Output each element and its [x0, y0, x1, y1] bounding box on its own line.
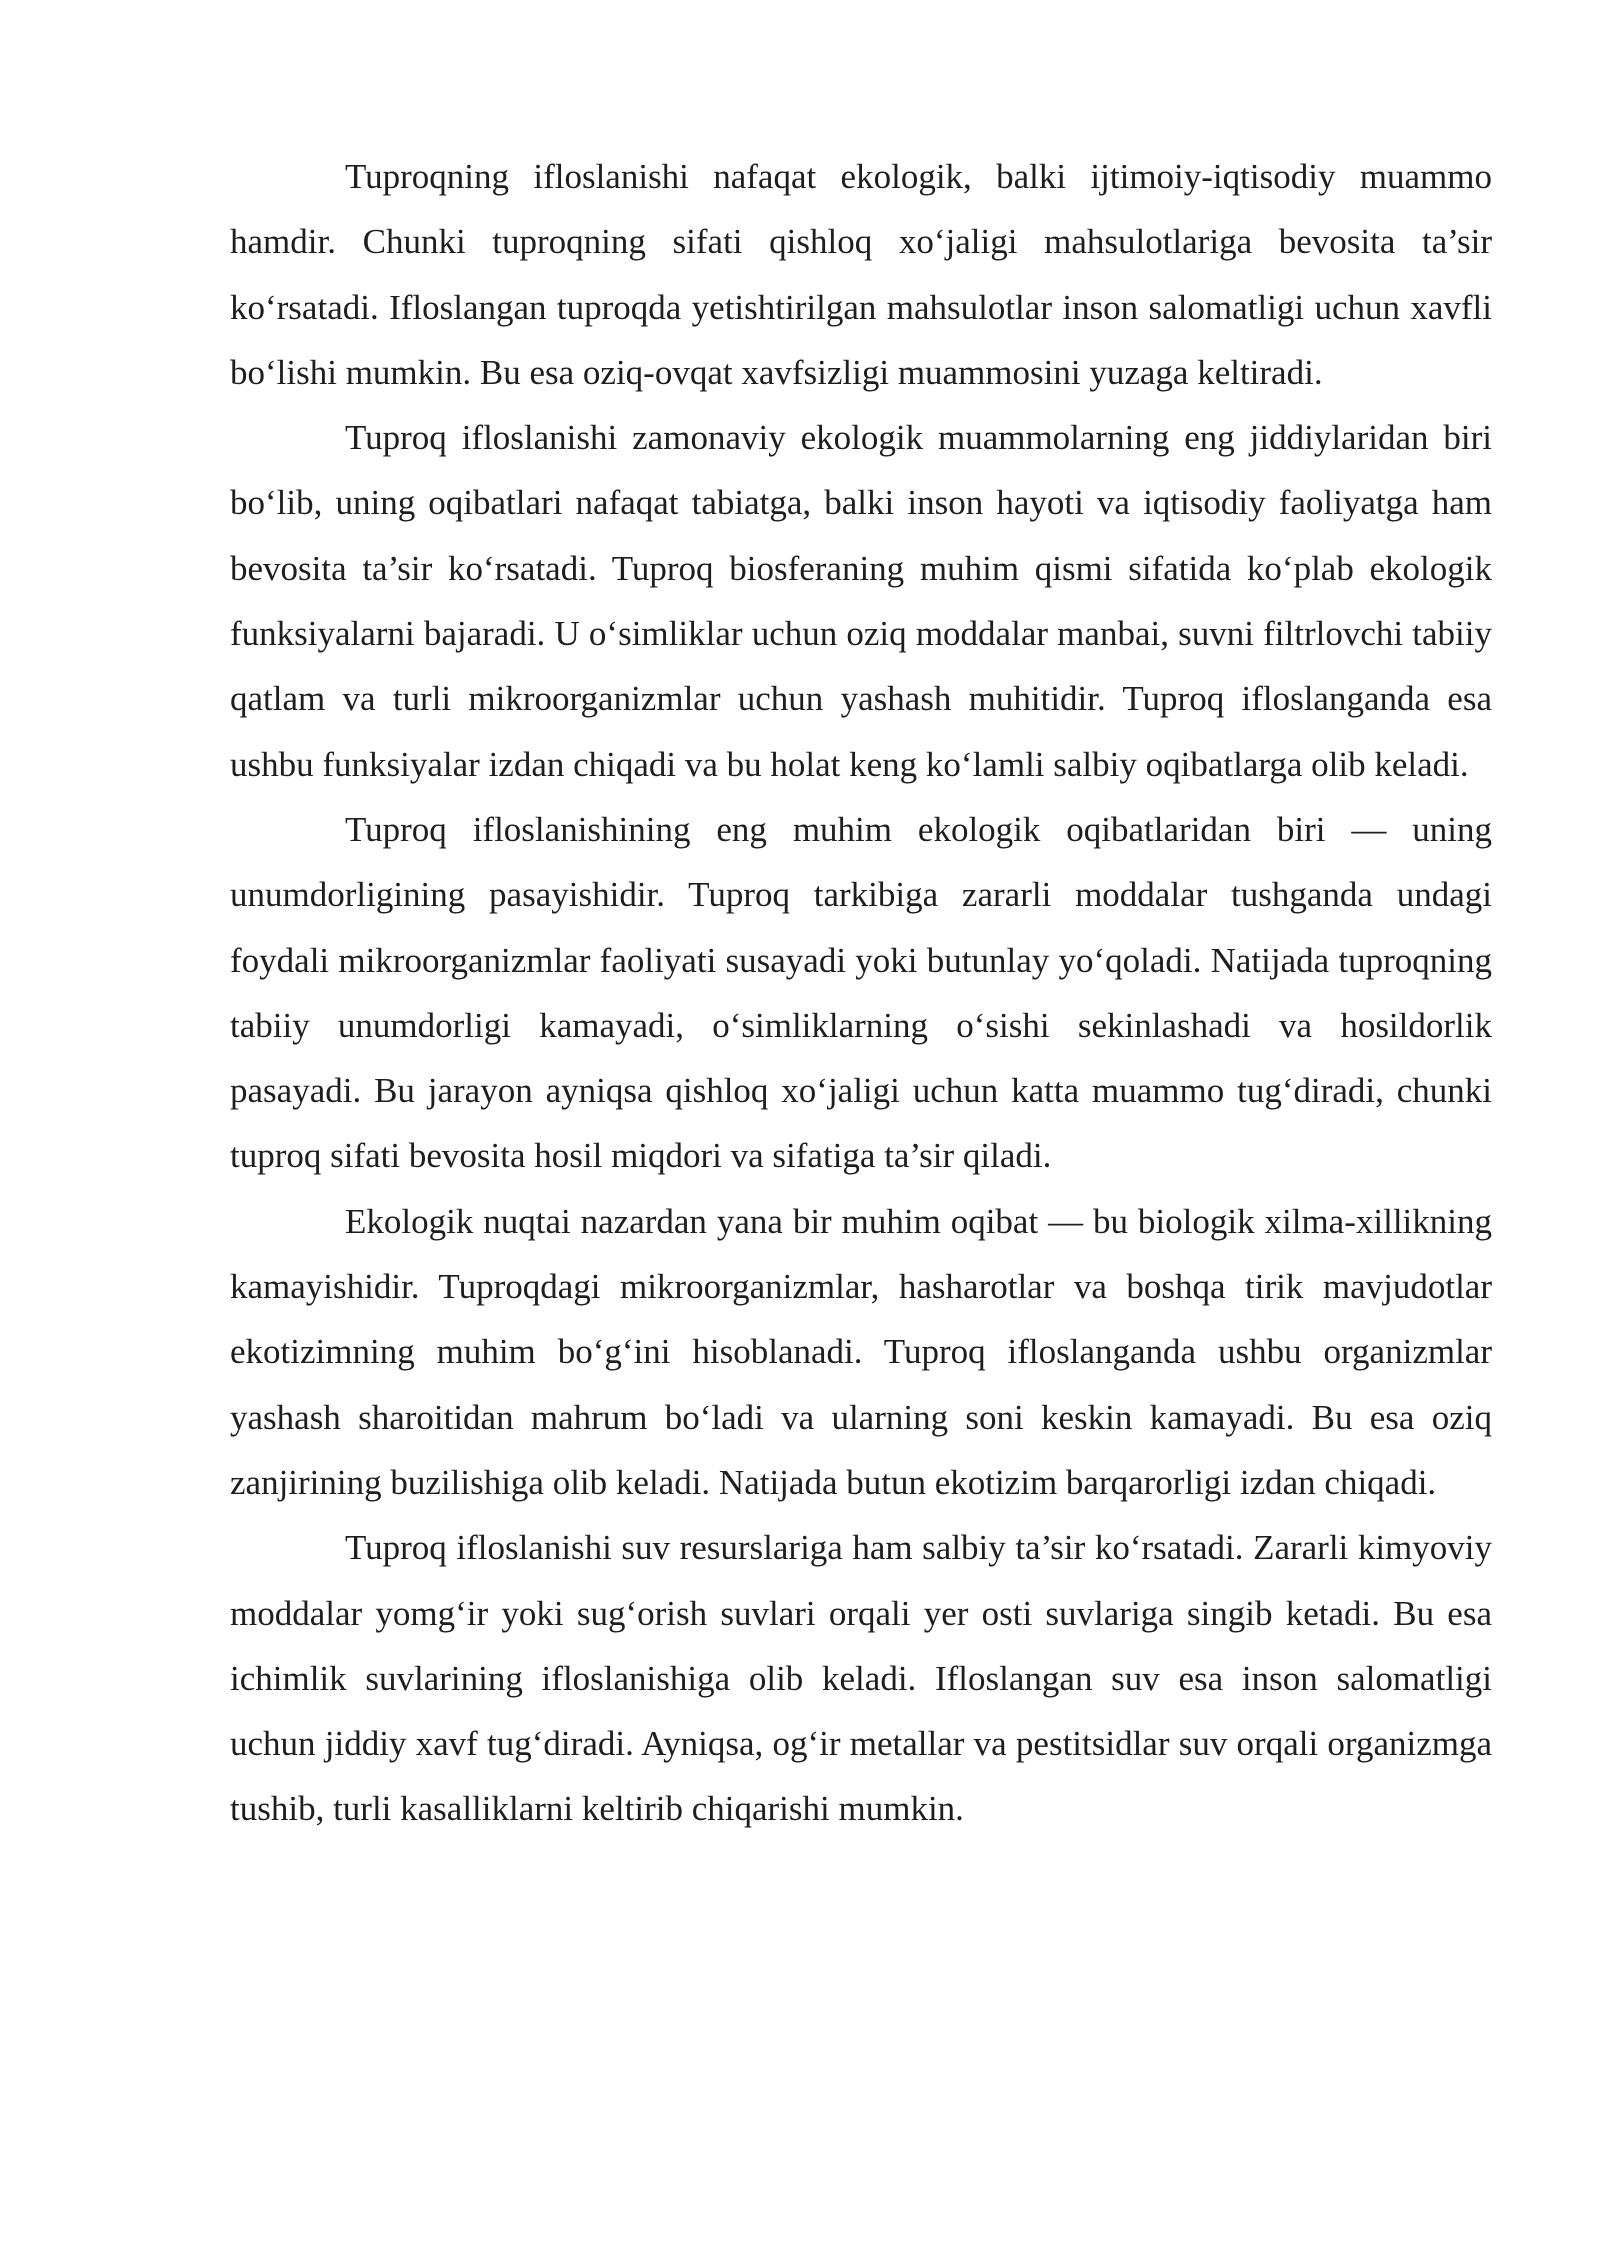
paragraph: Tuproq ifloslanishining eng muhim ekologik oqibatlaridan biri — uning unumdorligining pasayishidir. Tuproq tarkibiga zararli moddalar tushganda undagi foydali mikroorganizmlar faoliyati susayadi yoki butunlay yo‘qoladi. Natijada tuproqning tabiiy unumdorligi kamayadi, o‘simliklarning o‘sishi sekinlashadi va hosildorlik pasayadi. Bu jarayon ayniqsa qishloq xo‘jaligi uchun katta muammo tug‘diradi, chunki tuproq sifati bevosita hosil miqdori va sifatiga ta’sir qiladi.	[230, 809, 1492, 1176]
paragraph: Ekologik nuqtai nazardan yana bir muhim oqibat — bu biologik xilma-xillikning kamayishidir. Tuproqdagi mikroorganizmlar, hasharotlar va boshqa tirik mavjudotlar ekotizimning muhim bo‘g‘ini hisoblanadi. Tuproq ifloslanganda ushbu organizmlar yashash sharoitidan mahrum bo‘ladi va ularning soni keskin kamayadi. Bu esa oziq zanjirining buzilishiga olib keladi. Natijada butun ekotizim barqarorligi izdan chiqadi.	[230, 1201, 1492, 1502]
paragraph: Tuproq ifloslanishi zamonaviy ekologik muammolarning eng jiddiylaridan biri bo‘lib, uning oqibatlari nafaqat tabiatga, balki inson hayoti va iqtisodiy faoliyatga ham bevosita ta’sir ko‘rsatadi. Tuproq biosferaning muhim qismi sifatida ko‘plab ekologik funksiyalarni bajaradi. U o‘simliklar uchun oziq moddalar manbai, suvni filtrlovchi tabiiy qatlam va turli mikroorganizmlar uchun yashash muhitidir. Tuproq ifloslanganda esa ushbu funksiyalar izdan chiqadi va bu holat keng ko‘lamli salbiy oqibatlarga olib keladi.	[230, 418, 1492, 784]
paragraph: Tuproq ifloslanishi suv resurslariga ham salbiy ta’sir ko‘rsatadi. Zararli kimyoviy moddalar yomg‘ir yoki sug‘orish suvlari orqali yer osti suvlariga singib ketadi. Bu esa ichimlik suvlarining ifloslanishiga olib keladi. Ifloslangan suv esa inson salomatligi uchun jiddiy xavf tug‘diradi. Ayniqsa, og‘ir metallar va pestitsidlar suv orqali organizmga tushib, turli kasalliklarni keltirib chiqarishi mumkin.	[230, 1528, 1492, 1829]
document-body	[230, 144, 1492, 1842]
paragraph: Tuproqning ifloslanishi nafaqat ekologik, balki ijtimoiy-iqtisodiy muammo hamdir. Chunki tuproqning sifati qishloq xo‘jaligi mahsulotlariga bevosita ta’sir ko‘rsatadi. Ifloslangan tuproqda yetishtirilgan mahsulotlar inson salomatligi uchun xavfli bo‘lishi mumkin. Bu esa oziq-ovqat xavfsizligi muammosini yuzaga keltiradi.	[230, 157, 1492, 392]
